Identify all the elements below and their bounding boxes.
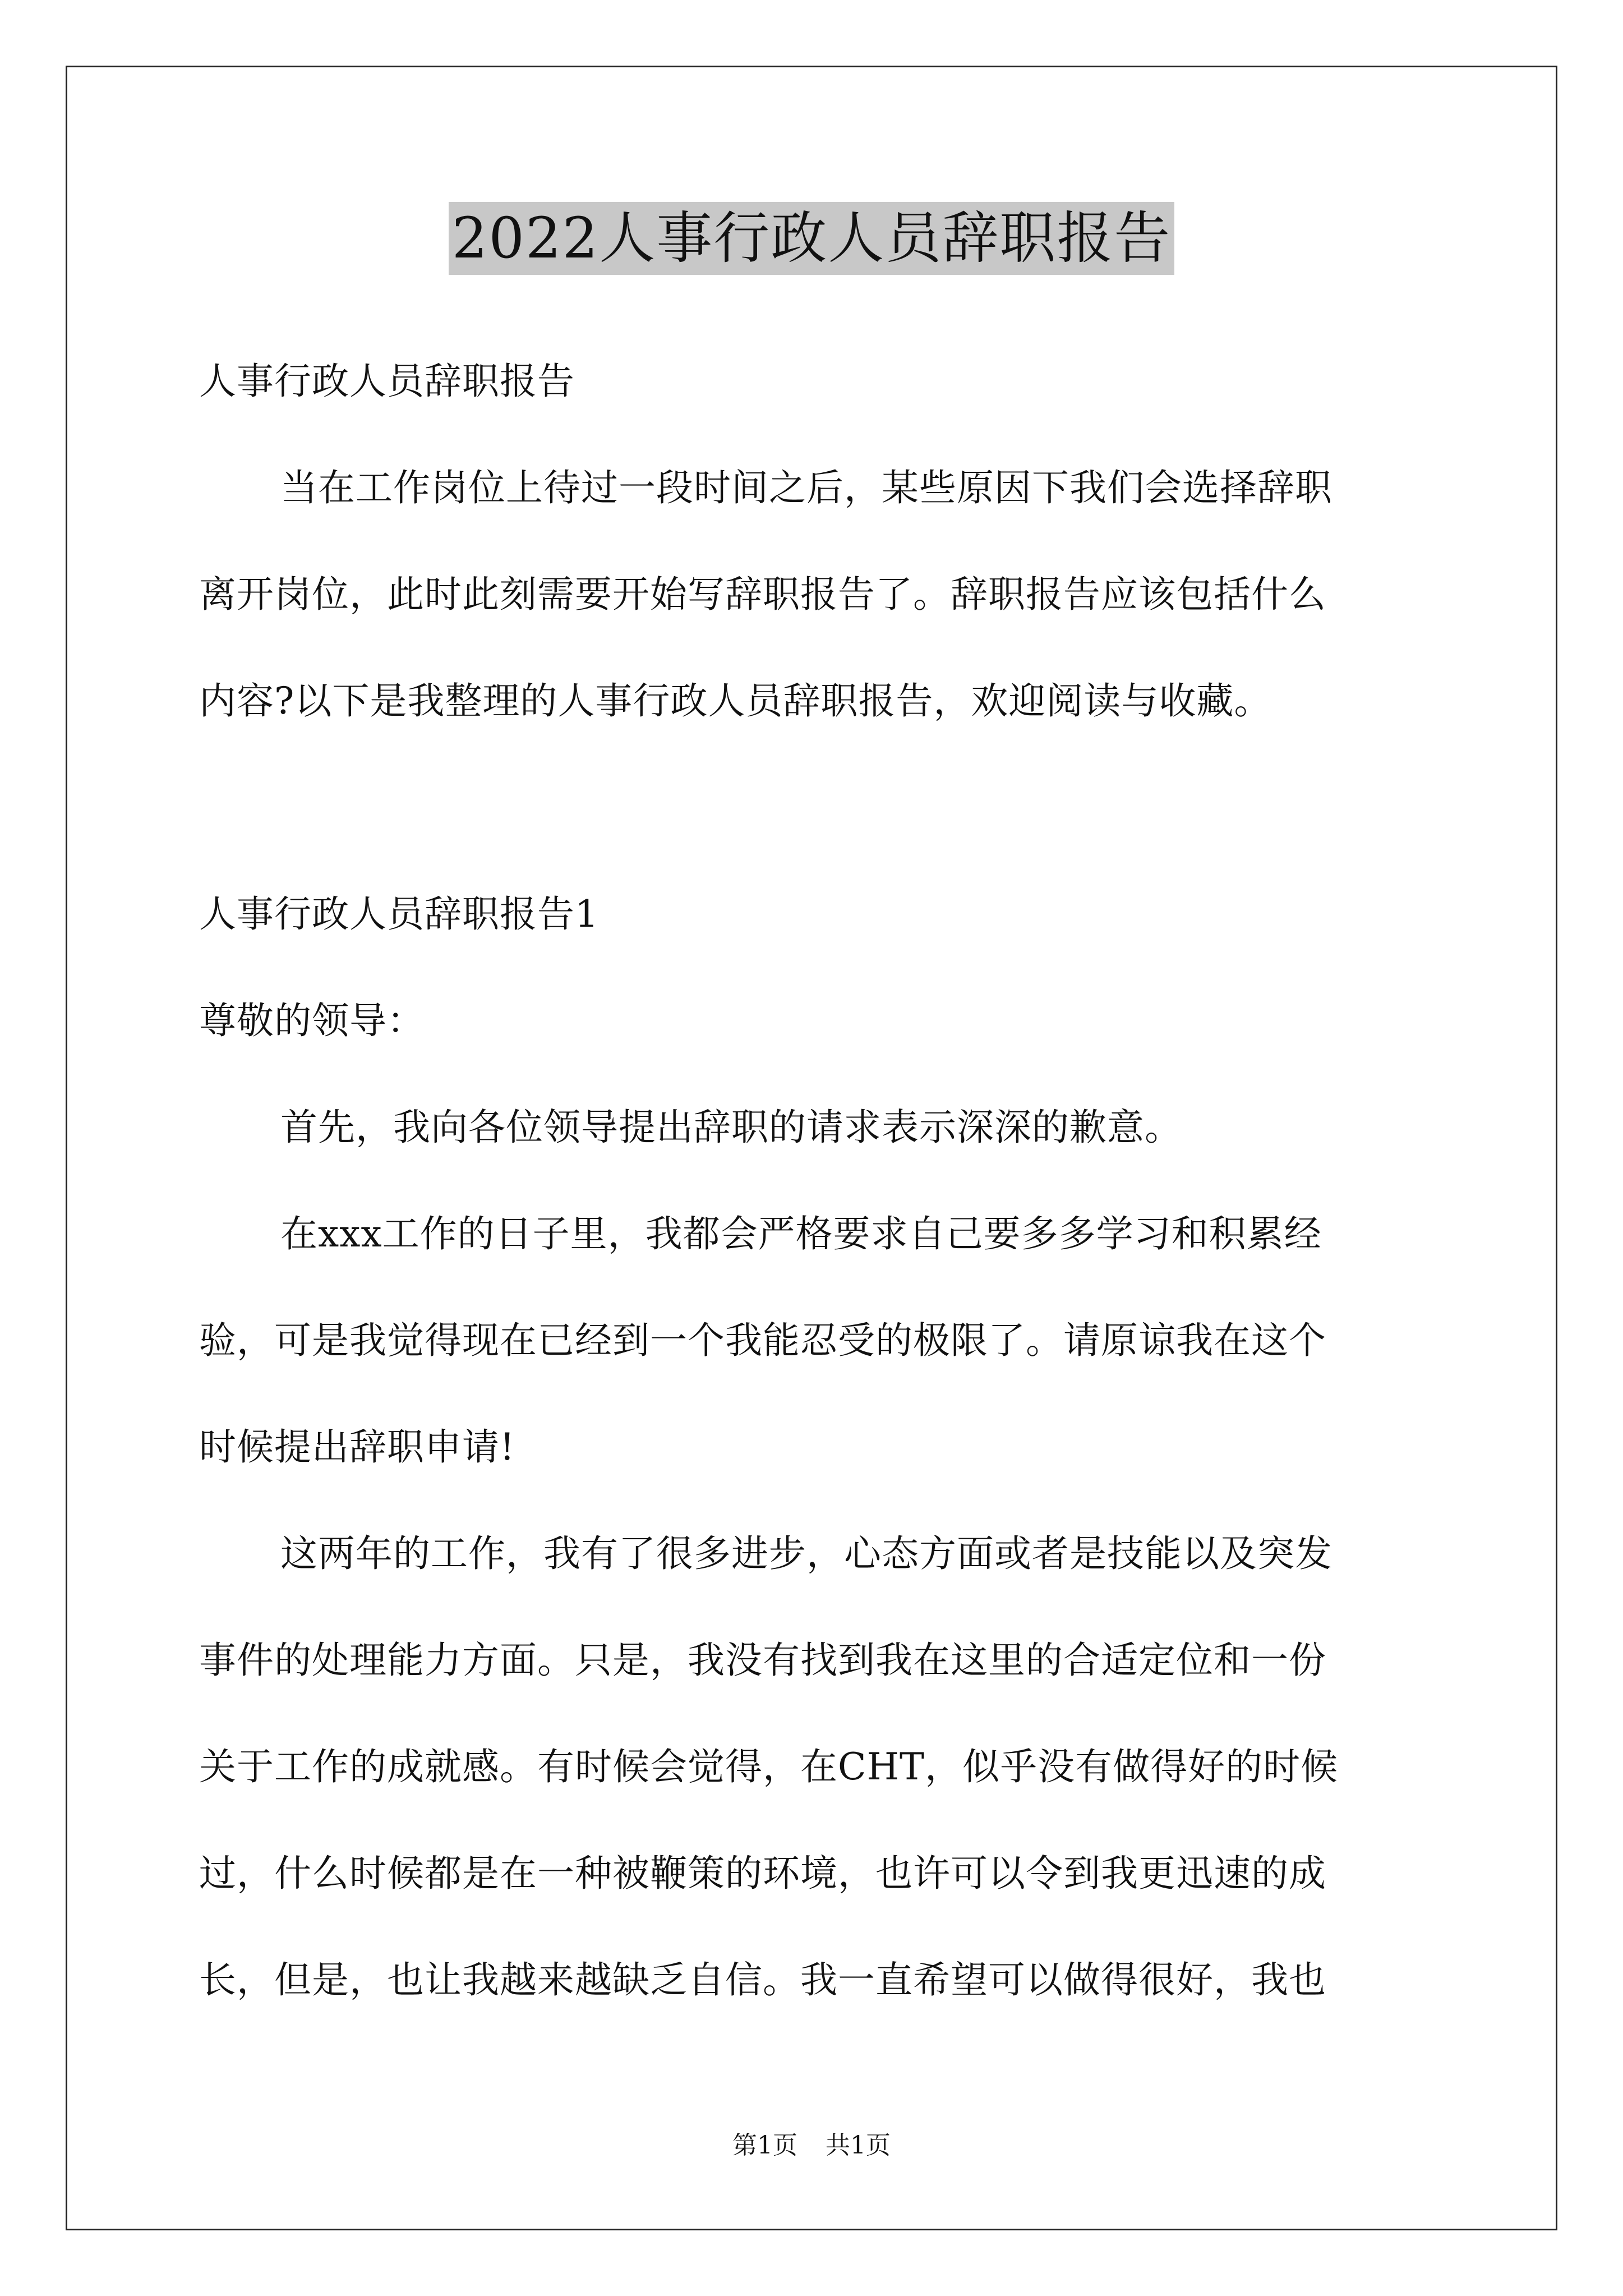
paragraph-line: 过，什么时候都是在一种被鞭策的环境，也许可以令到我更迅速的成: [199, 1852, 1326, 1895]
page-footer: [0, 2129, 1623, 2162]
paragraph-line: 长，但是，也让我越来越缺乏自信。我一直希望可以做得很好，我也: [199, 1958, 1326, 2001]
document-title: 2022人事行政人员辞职报告: [449, 202, 1175, 275]
section-heading: 人事行政人员辞职报告1: [199, 892, 599, 936]
page-number-current: 第1页: [732, 2131, 797, 2160]
paragraph-line: 首先，我向各位领导提出辞职的请求表示深深的歉意。: [280, 1106, 1182, 1149]
paragraph-line: 事件的处理能力方面。只是，我没有找到我在这里的合适定位和一份: [199, 1639, 1326, 1682]
paragraph-line: 离开岗位，此时此刻需要开始写辞职报告了。辞职报告应该包括什么: [199, 573, 1326, 616]
paragraph-line: 时候提出辞职申请!: [199, 1425, 515, 1469]
section-heading: 人事行政人员辞职报告: [199, 360, 575, 403]
page-number-total: 共1页: [826, 2131, 891, 2160]
paragraph-line: 验，可是我觉得现在已经到一个我能忍受的极限了。请原谅我在这个: [199, 1319, 1326, 1362]
paragraph-line: 在xxx工作的日子里，我都会严格要求自己要多多学习和积累经: [280, 1212, 1322, 1255]
title-container: [0, 202, 1623, 275]
paragraph-line: 当在工作岗位上待过一段时间之后，某些原因下我们会选择辞职: [280, 466, 1332, 509]
paragraph-line: 这两年的工作，我有了很多进步，心态方面或者是技能以及突发: [280, 1532, 1332, 1575]
paragraph-line: 内容?以下是我整理的人事行政人员辞职报告，欢迎阅读与收藏。: [199, 679, 1272, 723]
paragraph-line: 关于工作的成就感。有时候会觉得，在CHT，似乎没有做得好的时候: [199, 1745, 1339, 1788]
salutation: 尊敬的领导：: [199, 999, 425, 1042]
